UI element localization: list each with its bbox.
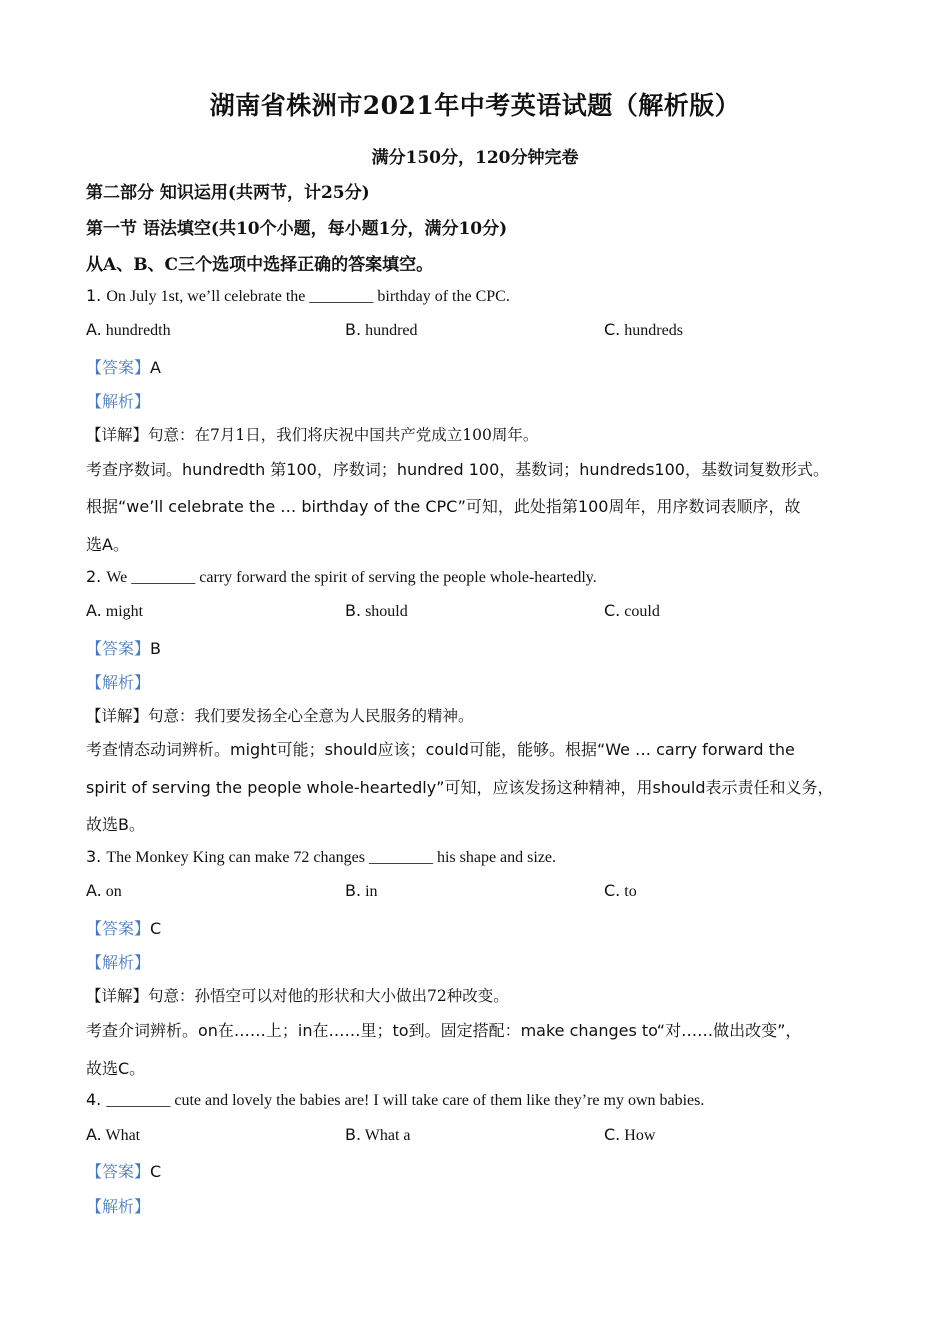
option-c: C. to xyxy=(604,881,637,900)
detail-line xyxy=(86,704,474,726)
option-b: B. should xyxy=(345,601,408,620)
option-a: A. might xyxy=(86,601,144,620)
page-title: 湖南省株洲市2021年中考英语试题（解析版） xyxy=(209,91,741,120)
question-number: 4. xyxy=(86,1090,102,1109)
explanation-line: 根据“we’ll celebrate the … birthday of the CPC”可知，此处指第100周年，用序数词表顺序，故 xyxy=(86,497,801,516)
answer-tag: 【答案】 xyxy=(86,639,151,658)
option-c: C. could xyxy=(604,601,660,620)
part-heading: 第二部分 知识运用(共两节，计25分) xyxy=(86,183,370,203)
detail-line xyxy=(86,423,538,445)
analysis-tag: 【解析】 xyxy=(86,953,151,972)
answer-line xyxy=(86,355,161,378)
question-text: ________ cute and lovely the babies are! I will take care of them like they’re my own babies. xyxy=(106,1092,705,1109)
question-text: We ________ carry forward the spirit of serving the people whole-heartedly. xyxy=(106,569,597,586)
question-text: On July 1st, we’ll celebrate the ________ birthday of the CPC. xyxy=(106,288,510,305)
analysis-tag: 【解析】 xyxy=(86,392,151,411)
option-a: A. on xyxy=(86,881,122,900)
option-b: B. hundred xyxy=(345,320,418,339)
detail-tag: 【详解】 xyxy=(86,987,149,1005)
explanation-line: 选A。 xyxy=(86,535,129,554)
answer-value: C xyxy=(150,919,162,938)
answer-line xyxy=(86,916,161,939)
answer-value: C xyxy=(150,1162,162,1181)
option-b: B. What a xyxy=(345,1125,411,1144)
analysis-tag: 【解析】 xyxy=(86,1197,151,1216)
question-number: 1. xyxy=(86,286,102,305)
explanation-line: 故选B。 xyxy=(86,815,145,834)
explanation-line: spirit of serving the people whole-heartedly”可知，应该发扬这种精神，用should表示责任和义务， xyxy=(86,778,834,797)
answer-line xyxy=(86,636,161,659)
answer-tag: 【答案】 xyxy=(86,919,151,938)
detail-line xyxy=(86,984,509,1006)
answer-line xyxy=(86,1159,161,1182)
option-c: C. How xyxy=(604,1125,656,1144)
detail-text: 句意：在7月1日，我们将庆祝中国共产党成立100周年。 xyxy=(148,426,539,444)
explanation-line: 故选C。 xyxy=(86,1059,146,1078)
question-number: 2. xyxy=(86,567,102,586)
detail-tag: 【详解】 xyxy=(86,426,149,444)
explanation-line: 考查序数词。hundredth 第100，序数词；hundred 100，基数词；hundreds100，基数词复数形式。 xyxy=(86,460,829,479)
explanation-line: 考查情态动词辨析。might可能；should应该；could可能，能够。根据“We … carry forward the xyxy=(86,740,795,759)
instruction-text: 从A、B、C三个选项中选择正确的答案填空。 xyxy=(86,255,434,275)
detail-text: 句意：孙悟空可以对他的形状和大小做出72种改变。 xyxy=(148,987,509,1005)
explanation-line: 考查介词辨析。on在……上；in在……里；to到。固定搭配：make changes to“对……做出改变”， xyxy=(86,1021,802,1040)
option-a: A. What xyxy=(86,1125,141,1144)
answer-value: A xyxy=(150,358,161,377)
page-subtitle: 满分150分，120分钟完卷 xyxy=(371,148,579,168)
option-c: C. hundreds xyxy=(604,320,683,339)
question-1 xyxy=(86,286,510,306)
question-2 xyxy=(86,567,597,587)
question-3 xyxy=(86,847,556,867)
answer-value: B xyxy=(150,639,161,658)
answer-tag: 【答案】 xyxy=(86,1162,151,1181)
question-number: 3. xyxy=(86,847,102,866)
option-b: B. in xyxy=(345,881,378,900)
detail-text: 句意：我们要发扬全心全意为人民服务的精神。 xyxy=(148,707,474,725)
option-a: A. hundredth xyxy=(86,320,171,339)
question-text: The Monkey King can make 72 changes ________ his shape and size. xyxy=(106,849,557,866)
detail-tag: 【详解】 xyxy=(86,707,149,725)
answer-tag: 【答案】 xyxy=(86,358,151,377)
subsection-heading: 第一节 语法填空(共10个小题，每小题1分，满分10分) xyxy=(86,219,508,239)
question-4 xyxy=(86,1090,704,1110)
analysis-tag: 【解析】 xyxy=(86,673,151,692)
